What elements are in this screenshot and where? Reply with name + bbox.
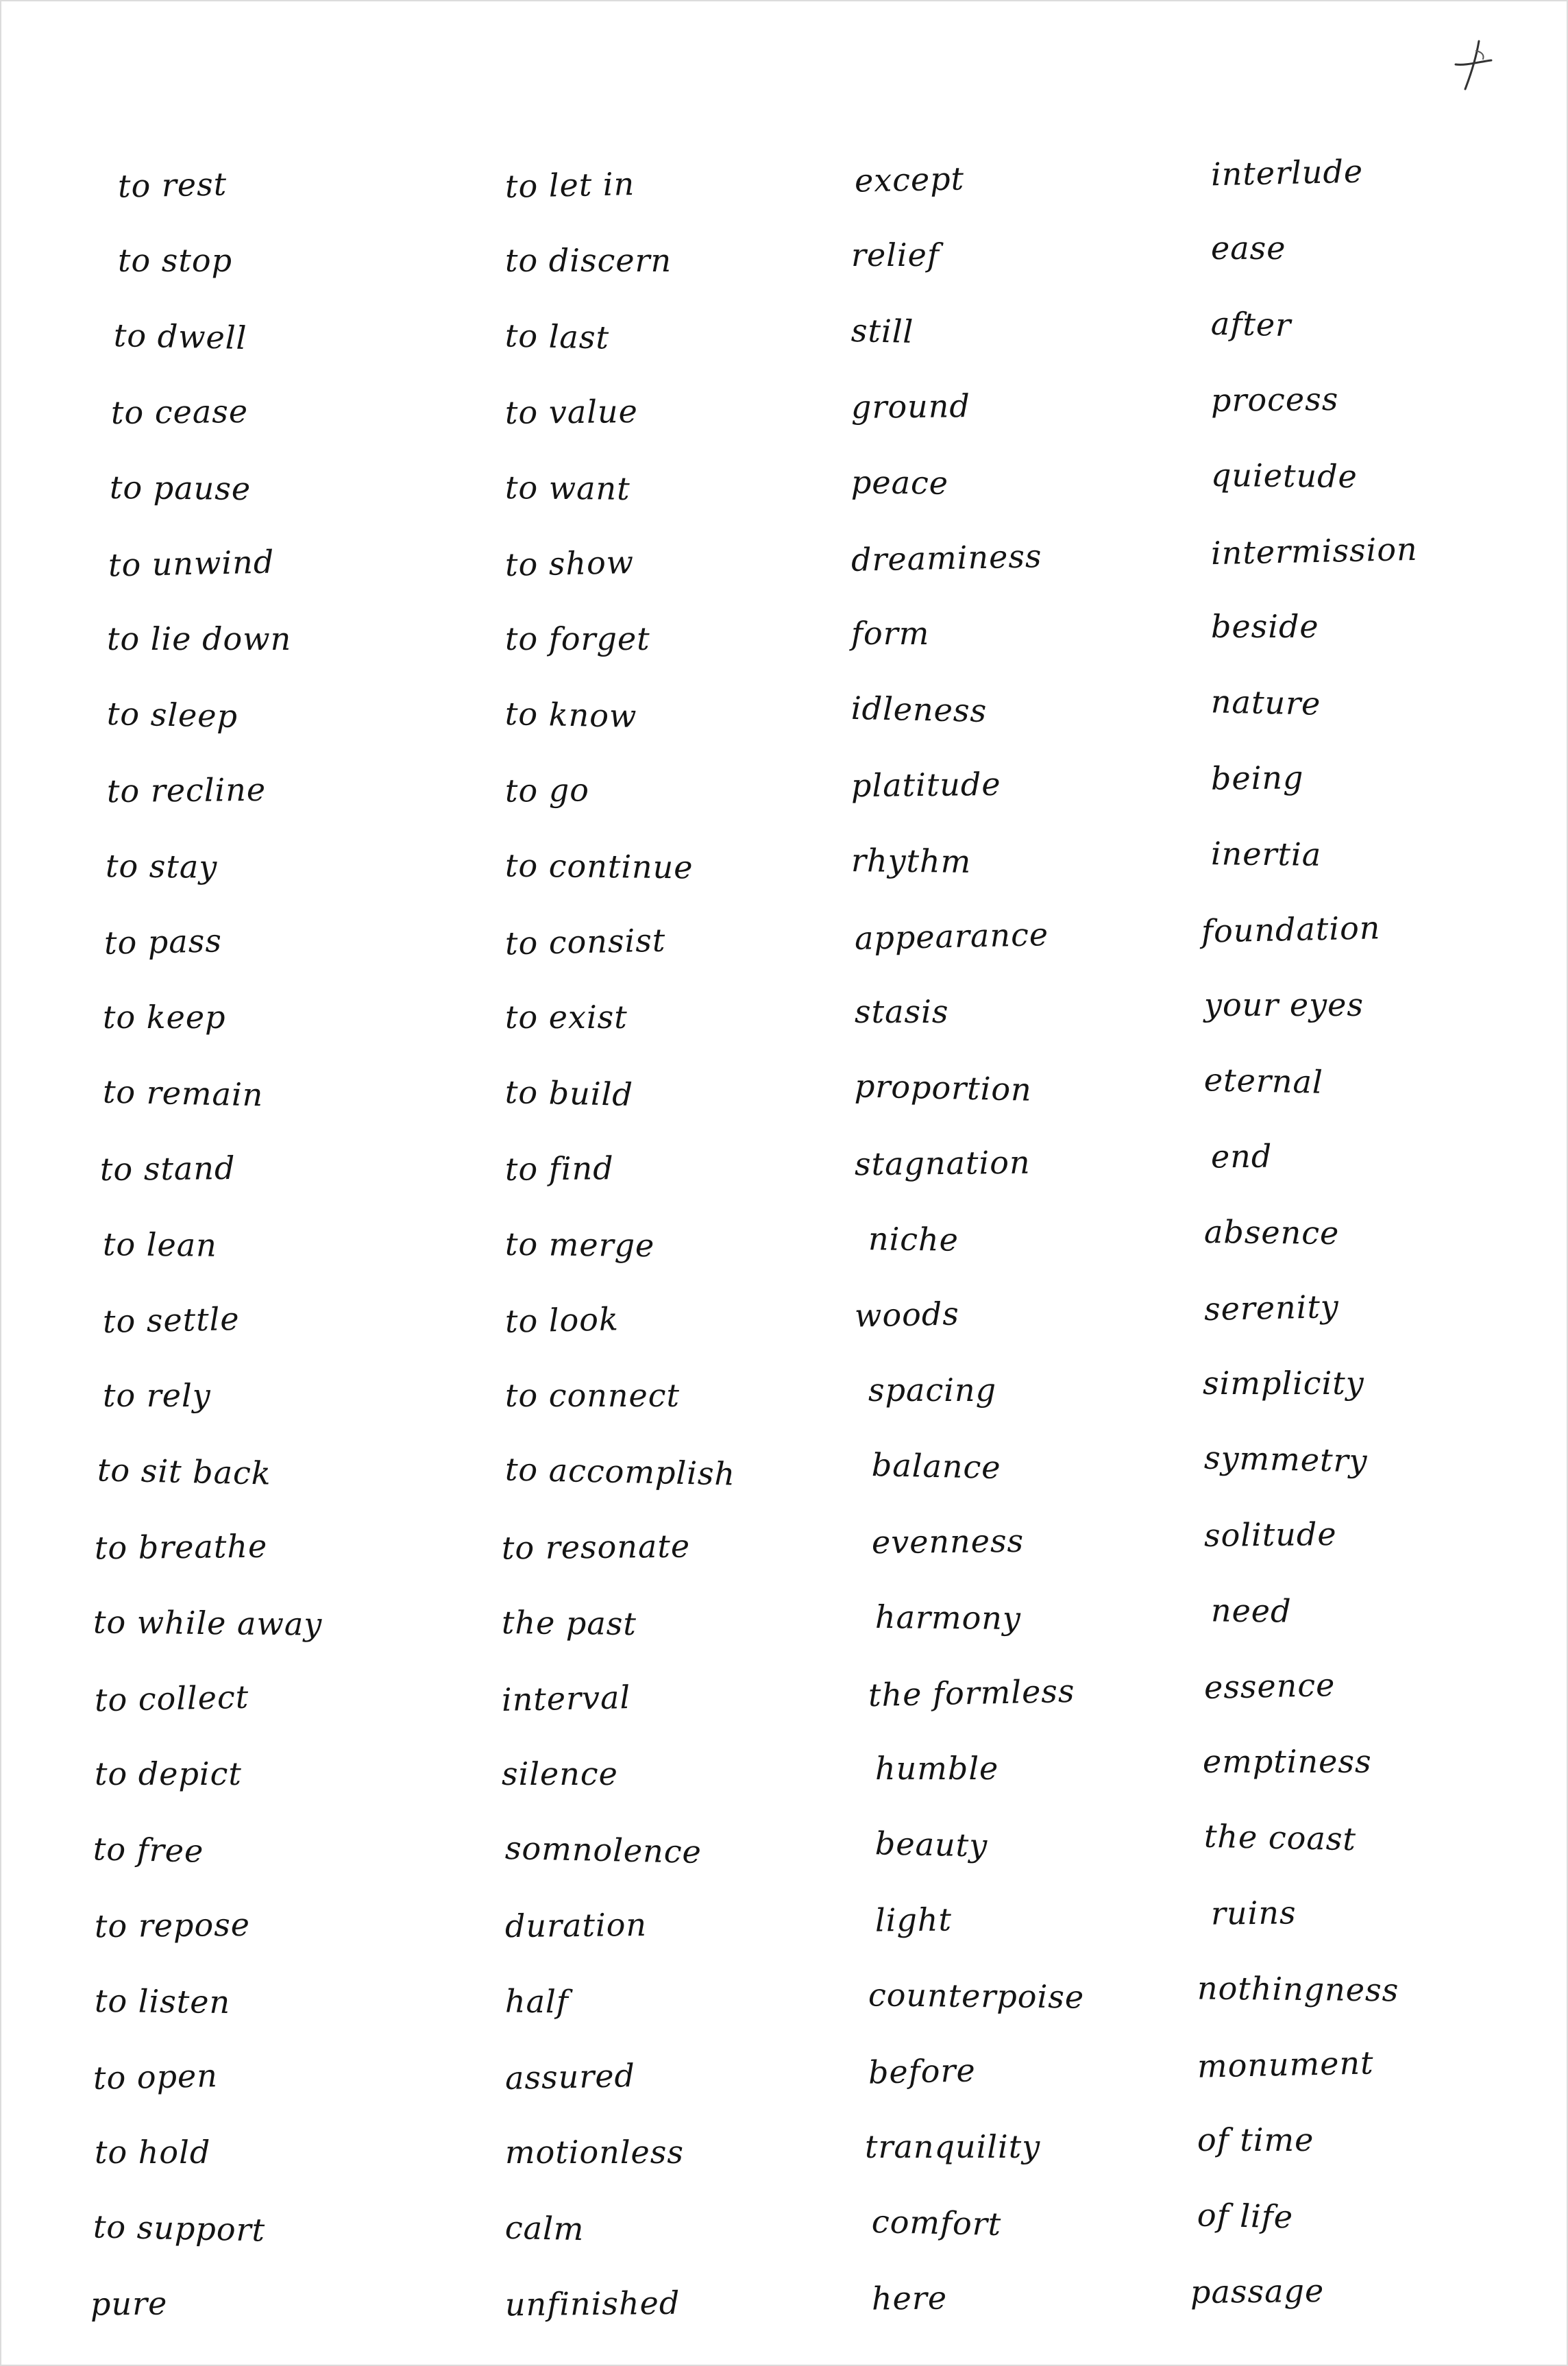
word-col-2-8: to know bbox=[504, 694, 637, 735]
word-col-2-17: to connect bbox=[505, 1377, 680, 1415]
word-col-2-28: calm bbox=[504, 2208, 585, 2248]
word-col-4-11: foundation bbox=[1201, 909, 1381, 950]
word-col-3-25: counterpoise bbox=[868, 1975, 1085, 2016]
word-col-3-26: before bbox=[868, 2051, 977, 2091]
word-col-3-21: the formless bbox=[868, 1672, 1075, 1714]
word-col-2-5: to want bbox=[504, 468, 630, 507]
word-col-4-15: absence bbox=[1203, 1212, 1340, 1252]
word-col-2-9: to go bbox=[504, 771, 590, 809]
word-col-4-18: symmetry bbox=[1203, 1439, 1369, 1480]
word-col-3-27: tranquility bbox=[865, 2128, 1041, 2166]
word-col-2-19: to resonate bbox=[501, 1527, 691, 1567]
word-col-2-6: to show bbox=[504, 544, 635, 583]
word-col-3-5: peace bbox=[850, 463, 949, 502]
word-col-2-27: motionless bbox=[505, 2134, 684, 2171]
word-col-3-13: proportion bbox=[854, 1067, 1033, 1108]
word-col-1-6: to unwind bbox=[108, 543, 275, 584]
word-col-4-28: of life bbox=[1197, 2196, 1294, 2236]
word-col-4-2: ease bbox=[1211, 230, 1286, 267]
word-col-4-19: solitude bbox=[1203, 1515, 1337, 1554]
word-col-3-8: idleness bbox=[850, 689, 988, 729]
word-col-3-6: dreaminess bbox=[850, 537, 1043, 578]
word-col-2-21: interval bbox=[501, 1679, 631, 1718]
word-col-4-26: monument bbox=[1197, 2044, 1375, 2085]
word-col-3-19: evenness bbox=[871, 1522, 1025, 1561]
word-col-1-27: to hold bbox=[95, 2134, 211, 2171]
word-column-2 bbox=[498, 1, 841, 2366]
word-col-3-14: stagnation bbox=[854, 1143, 1031, 1183]
word-col-1-2: to stop bbox=[118, 242, 233, 280]
word-col-2-22: silence bbox=[502, 1755, 618, 1793]
word-col-1-18: to sit back bbox=[97, 1451, 272, 1492]
word-col-1-21: to collect bbox=[94, 1678, 249, 1719]
word-col-2-23: somnolence bbox=[504, 1829, 702, 1870]
word-col-3-18: balance bbox=[871, 1446, 1002, 1486]
word-col-2-4: to value bbox=[504, 393, 639, 432]
word-col-4-3: after bbox=[1210, 304, 1292, 344]
word-col-3-1: except bbox=[854, 160, 965, 199]
word-col-1-12: to keep bbox=[103, 999, 226, 1036]
word-col-4-20: need bbox=[1210, 1591, 1292, 1630]
word-column-1 bbox=[90, 1, 474, 2366]
word-col-4-10: inertia bbox=[1210, 834, 1322, 873]
word-col-1-29: pure bbox=[90, 2284, 168, 2323]
word-col-4-4: process bbox=[1210, 380, 1339, 419]
word-col-2-26: assured bbox=[504, 2057, 636, 2097]
word-col-2-24: duration bbox=[504, 1906, 648, 1945]
word-col-1-28: to support bbox=[93, 2208, 266, 2249]
word-col-1-17: to rely bbox=[103, 1377, 211, 1415]
word-col-1-16: to settle bbox=[102, 1300, 241, 1341]
word-col-1-19: to breathe bbox=[94, 1527, 268, 1567]
word-col-1-25: to listen bbox=[94, 1981, 231, 2021]
word-col-3-17: spacing bbox=[868, 1371, 997, 1409]
word-column-3 bbox=[850, 1, 1197, 2366]
word-col-3-24: light bbox=[874, 1901, 953, 1939]
word-col-2-15: to merge bbox=[504, 1225, 655, 1264]
word-col-2-12: to exist bbox=[505, 999, 628, 1036]
word-col-2-7: to forget bbox=[505, 620, 650, 658]
word-col-3-15: niche bbox=[868, 1219, 959, 1258]
word-col-2-20: the past bbox=[501, 1603, 637, 1642]
word-col-4-27: of time bbox=[1197, 2121, 1314, 2159]
word-col-4-1: interlude bbox=[1210, 152, 1364, 193]
word-col-2-16: to look bbox=[504, 1300, 620, 1340]
word-col-4-9: being bbox=[1210, 759, 1304, 797]
word-col-3-4: ground bbox=[850, 387, 971, 426]
word-col-3-20: harmony bbox=[874, 1598, 1022, 1637]
word-col-1-26: to open bbox=[93, 2057, 219, 2097]
word-col-2-13: to build bbox=[504, 1073, 634, 1113]
word-col-1-1: to rest bbox=[117, 165, 228, 205]
word-column-4 bbox=[1190, 1, 1540, 2366]
word-col-4-8: nature bbox=[1210, 683, 1321, 722]
word-col-3-28: comfort bbox=[871, 2202, 1002, 2243]
word-col-1-23: to free bbox=[93, 1830, 204, 1870]
word-col-1-10: to stay bbox=[105, 846, 218, 886]
word-col-2-1: to let in bbox=[504, 165, 635, 205]
word-col-1-14: to stand bbox=[99, 1149, 236, 1188]
word-col-2-18: to accomplish bbox=[504, 1450, 736, 1493]
word-col-4-17: simplicity bbox=[1203, 1365, 1364, 1402]
word-col-1-3: to dwell bbox=[113, 316, 247, 356]
word-col-2-3: to last bbox=[504, 317, 610, 356]
word-col-3-3: still bbox=[850, 311, 914, 350]
word-col-3-10: rhythm bbox=[850, 841, 972, 880]
word-col-1-22: to depict bbox=[95, 1755, 242, 1793]
word-col-4-5: quietude bbox=[1210, 456, 1358, 495]
word-col-2-2: to discern bbox=[505, 242, 672, 280]
word-col-4-29: passage bbox=[1190, 2272, 1325, 2311]
word-col-4-7: beside bbox=[1211, 608, 1319, 646]
word-col-3-2: relief bbox=[851, 236, 940, 274]
word-col-1-7: to lie down bbox=[107, 620, 292, 658]
word-col-4-24: ruins bbox=[1210, 1894, 1297, 1932]
word-col-1-15: to lean bbox=[102, 1225, 218, 1264]
word-col-3-22: humble bbox=[875, 1750, 999, 1788]
word-col-3-12: stasis bbox=[855, 993, 949, 1031]
word-col-3-11: appearance bbox=[854, 916, 1049, 957]
word-col-4-21: essence bbox=[1203, 1666, 1336, 1706]
word-col-2-29: unfinished bbox=[504, 2284, 681, 2324]
word-col-3-7: form bbox=[851, 615, 930, 653]
word-col-3-29: here bbox=[871, 2279, 948, 2317]
word-col-4-6: intermission bbox=[1210, 530, 1419, 572]
word-col-4-14: end bbox=[1210, 1137, 1273, 1175]
word-col-4-25: nothingness bbox=[1197, 1969, 1399, 2009]
word-col-4-16: serenity bbox=[1203, 1287, 1340, 1328]
word-col-1-24: to repose bbox=[94, 1906, 251, 1945]
word-col-2-14: to find bbox=[504, 1149, 614, 1188]
word-col-4-13: eternal bbox=[1203, 1060, 1324, 1101]
word-col-1-9: to recline bbox=[106, 770, 267, 810]
word-col-1-20: to while away bbox=[93, 1602, 323, 1643]
word-col-1-13: to remain bbox=[102, 1073, 264, 1114]
word-col-3-16: woods bbox=[854, 1295, 960, 1334]
word-col-4-12: your eyes bbox=[1204, 986, 1364, 1024]
word-col-2-10: to continue bbox=[504, 846, 694, 886]
word-col-4-23: the coast bbox=[1203, 1817, 1357, 1858]
word-col-4-22: emptiness bbox=[1203, 1743, 1372, 1781]
word-col-3-23: beauty bbox=[874, 1825, 988, 1864]
word-col-2-25: half bbox=[504, 1982, 569, 2021]
word-col-2-11: to consist bbox=[504, 921, 666, 962]
word-col-1-4: to cease bbox=[110, 393, 249, 432]
word-col-1-8: to sleep bbox=[106, 694, 238, 735]
word-col-1-11: to pass bbox=[103, 922, 223, 962]
word-col-3-9: platitude bbox=[850, 766, 1001, 805]
word-col-1-5: to pause bbox=[109, 468, 252, 507]
